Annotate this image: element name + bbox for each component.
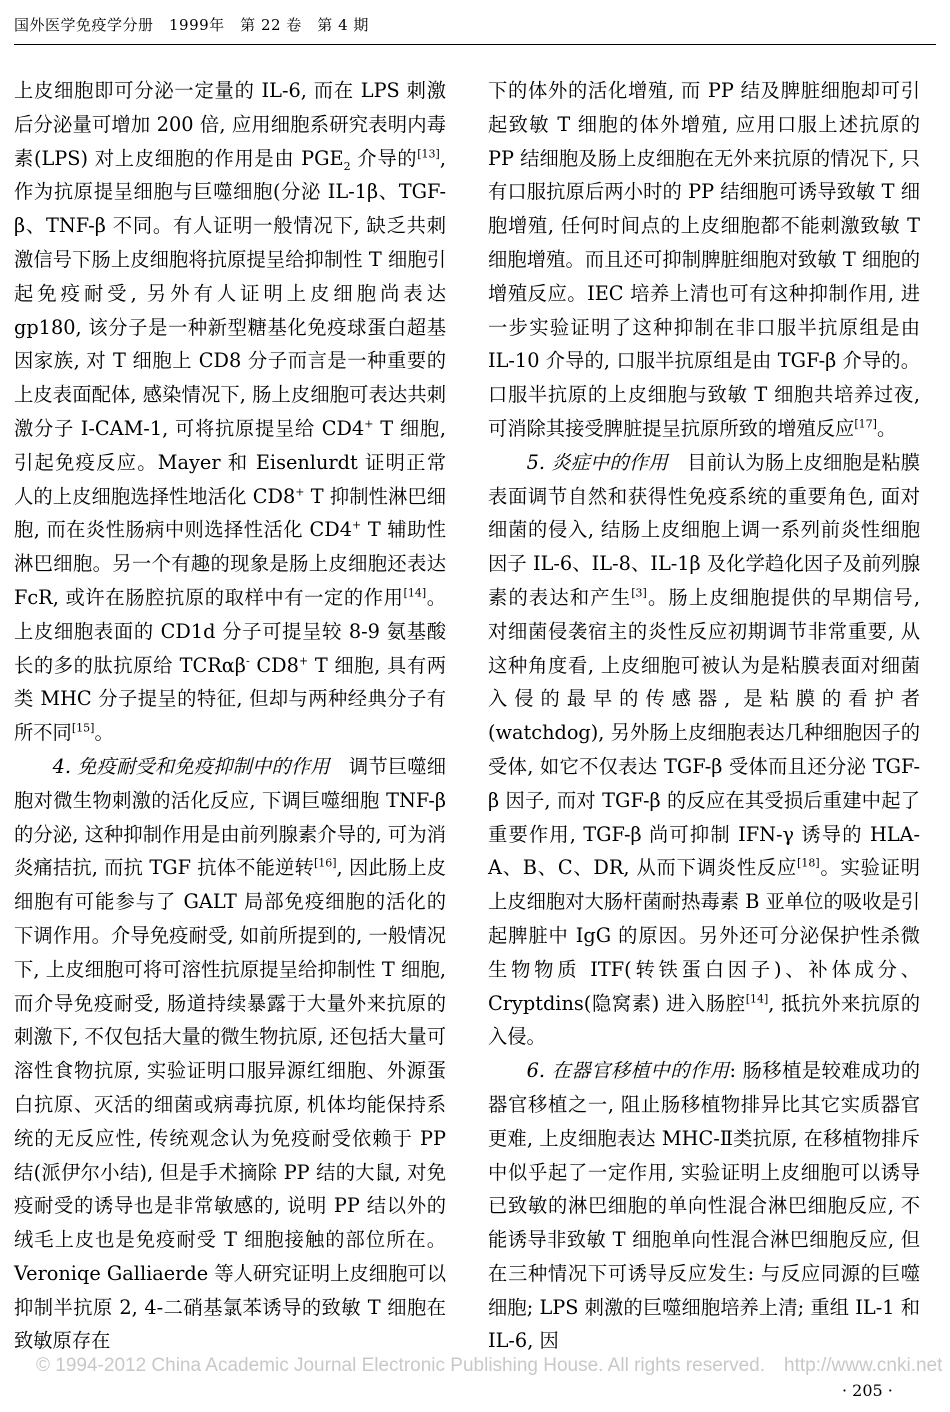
section-heading-5: 5. 炎症中的作用 (526, 450, 668, 474)
text-segment: T 细胞, 引起免疫反应。Mayer 和 Eisenlurdt 证明正常人的上皮细胞选择性地活化 CD8 (14, 416, 446, 508)
text-segment: , 作为抗原提呈细胞与巨噬细胞(分泌 IL-1β、TGF-β、TNF-β 不同。有人证明一般情况下, 缺乏共刺激信号下肠上皮细胞将抗原提呈给抑制性 T 细胞引起免疫耐受, 另外有人证明上皮细胞尚表达 gp180, 该分子是一种新型糖基化免疫球蛋白超基因家族, 对 T 细胞上 CD8 分子而言是一种重要的上皮表面配体, 感染情况下, 肠上皮细胞可表达共刺激分子 I-CAM-1, 可将抗原提呈给 CD4 (14, 146, 446, 440)
citation-ref: [18] (797, 856, 820, 870)
text-segment: 。肠上皮细胞提供的早期信号, 对细菌侵袭宿主的炎性反应初期调节非常重要, 从这种角度看, 上皮细胞可被认为是粘膜表面对细菌入侵的最早的传感器, 是粘膜的看护者(watchdog), 另外肠上皮细胞表达几种细胞因子的受体, 如它不仅表达 TGF-β 受体而且还分泌 TGF-β 因子, 而对 TGF-β 的反应在其受损后重建中起了重要作用, TGF-β 尚可抑制 IFN-γ 诱导的 HLA-A、B、C、DR, 从而下调炎性反应 (488, 585, 920, 880)
citation-ref: [13] (417, 147, 440, 161)
paragraph-right-3 (488, 1054, 920, 1358)
superscript: + (298, 654, 309, 668)
text-segment: : 肠移植是较难成功的器官移植之一, 阻止肠移植物排异比其它实质器官更难, 上皮细胞表达 MHC-Ⅱ类抗原, 在移植物排斥中似乎起了一定作用, 实验证明上皮细胞可以诱导已致敏的淋巴细胞的单向性混合淋巴细胞反应, 不能诱导非致敏 T 细胞单向性混合淋巴细胞反应, 但在三种情况下可诱导反应发生: 与反应同源的巨噬细胞; LPS 刺激的巨噬细胞培养上清; 重组 IL-1 和 IL-6, 因 (488, 1059, 921, 1353)
text-segment: 下的体外的活化增殖, 而 PP 结及脾脏细胞却可引起致敏 T 细胞的体外增殖, 应用口服上述抗原的 PP 结细胞及肠上皮细胞在无外来抗原的情况下, 只有口服抗原后两小时的 PP 结细胞可诱导致敏 T 细胞增殖, 任何时间点的上皮细胞都不能刺激致敏 T 细胞增殖。而且还可抑制脾脏细胞对致敏 T 细胞的增殖反应。IEC 培养上清也可有这种抑制作用, 进一步实验证明了这种抑制在非口服半抗原组是由 IL-10 介导的, 口服半抗原组是由 TGF-β 介导的。口服半抗原的上皮细胞与致敏 T 细胞共培养过夜, 可消除其接受脾脏提呈抗原所致的增殖反应 (488, 79, 920, 440)
text-segment: T 抑制性淋巴细胞, 而在炎性肠病中则选择性活化 CD4 (14, 484, 446, 542)
paragraph-left-2 (14, 750, 446, 1358)
citation-ref: [15] (71, 721, 95, 735)
text-segment: 目前认为肠上皮细胞是粘膜表面调节自然和获得性免疫系统的重要角色, 面对细菌的侵入, 结肠上皮细胞上调一系列前炎性细胞因子 IL-6、IL-8、IL-1β 及化学趋化因子及前列腺素的表达和产生 (488, 450, 921, 609)
superscript: + (352, 518, 362, 532)
left-column (14, 74, 446, 1358)
text-segment: 。 (94, 721, 114, 745)
section-heading-4: 4. 免疫耐受和免疫抑制中的作用 (52, 754, 330, 778)
citation-ref: [3] (631, 586, 647, 600)
text-segment: T 辅助性淋巴细胞。另一个有趣的现象是肠上皮细胞还表达 FcR, 或许在肠腔抗原的取样中有一定的作用 (14, 518, 446, 609)
citation-ref: [14] (745, 992, 769, 1006)
section-heading-6: 6. 在器官移植中的作用 (526, 1059, 730, 1083)
text-segment: 介导的 (350, 146, 418, 170)
paragraph-right-1 (488, 74, 920, 446)
text-segment: CD8 (249, 653, 299, 677)
text-segment: , 因此肠上皮细胞有可能参与了 GALT 局部免疫细胞的活化的下调作用。介导免疫耐受, 如前所提到的, 一般情况下, 上皮细胞可将可溶性抗原提呈给抑制性 T 细胞, 而介导免疫耐受, 肠道持续暴露于大量外来抗原的刺激下, 不仅包括大量的微生物抗原, 还包括大量可溶性食物抗原, 实验证明口服异源红细胞、外源蛋白抗原、灭活的细菌或病毒抗原, 机体均能保持系统的无反应性, 传统观念认为免疫耐受依赖于 PP 结(派伊尔小结), 但是手术摘除 PP 结的大鼠, 对免疫耐受的诱导也是非常敏感的, 说明 PP 结以外的绒毛上皮也是免疫耐受 T 细胞接触的部位所在。Veroniqe Galliaerde 等人研究证明上皮细胞可以抑制半抗原 2, 4-二硝基氯苯诱导的致敏 T 细胞在致敏原存在 (14, 856, 446, 1353)
paragraph-left-1 (14, 74, 446, 750)
subscript: 2 (343, 159, 351, 173)
text-segment: 。 (876, 416, 897, 440)
citation-ref: [16] (313, 856, 337, 870)
journal-header: 国外医学免疫学分册 1999年 第 22 卷 第 4 期 (14, 16, 369, 34)
right-column (488, 74, 920, 1358)
text-segment: , 抵抗外来抗原的入侵。 (488, 991, 920, 1049)
superscript: + (295, 485, 305, 499)
text-segment: 。实验证明上皮细胞对大肠杆菌耐热毒素 B 亚单位的吸收是引起脾脏中 IgG 的原因。另外还可分泌保护性杀微生物物质 ITF(转铁蛋白因子)、补体成分、Cryptdins(隐窝素) 进入肠腔 (488, 856, 920, 1015)
superscript: - (245, 654, 250, 668)
header-rule (14, 44, 936, 45)
text-segment: T 细胞, 具有两类 MHC 分子提呈的特征, 但却与两种经典分子有所不同 (14, 653, 446, 745)
page-number: · 205 · (842, 1381, 893, 1400)
text-segment: 。上皮细胞表面的 CD1d 分子可提呈较 8-9 氨基酸长的多的肽抗原给 TCRαβ (14, 585, 447, 677)
copyright-watermark: © 1994-2012 China Academic Journal Electronic Publishing House. All rights reserved. http://www.cnki.net (36, 1355, 943, 1376)
paragraph-right-2 (488, 446, 920, 1054)
superscript: + (364, 417, 374, 431)
citation-ref: [14] (403, 586, 427, 600)
citation-ref: [17] (854, 417, 877, 431)
text-segment: 上皮细胞即可分泌一定量的 IL-6, 而在 LPS 刺激后分泌量可增加 200 倍, 应用细胞系研究表明内毒素(LPS) 对上皮细胞的作用是由 PGE (14, 79, 446, 170)
text-segment: 调节巨噬细胞对微生物刺激的活化反应, 下调巨噬细胞 TNF-β 的分泌, 这种抑制作用是由前列腺素介导的, 可为消炎痛拮抗, 而抗 TGF 抗体不能逆转 (14, 754, 446, 880)
